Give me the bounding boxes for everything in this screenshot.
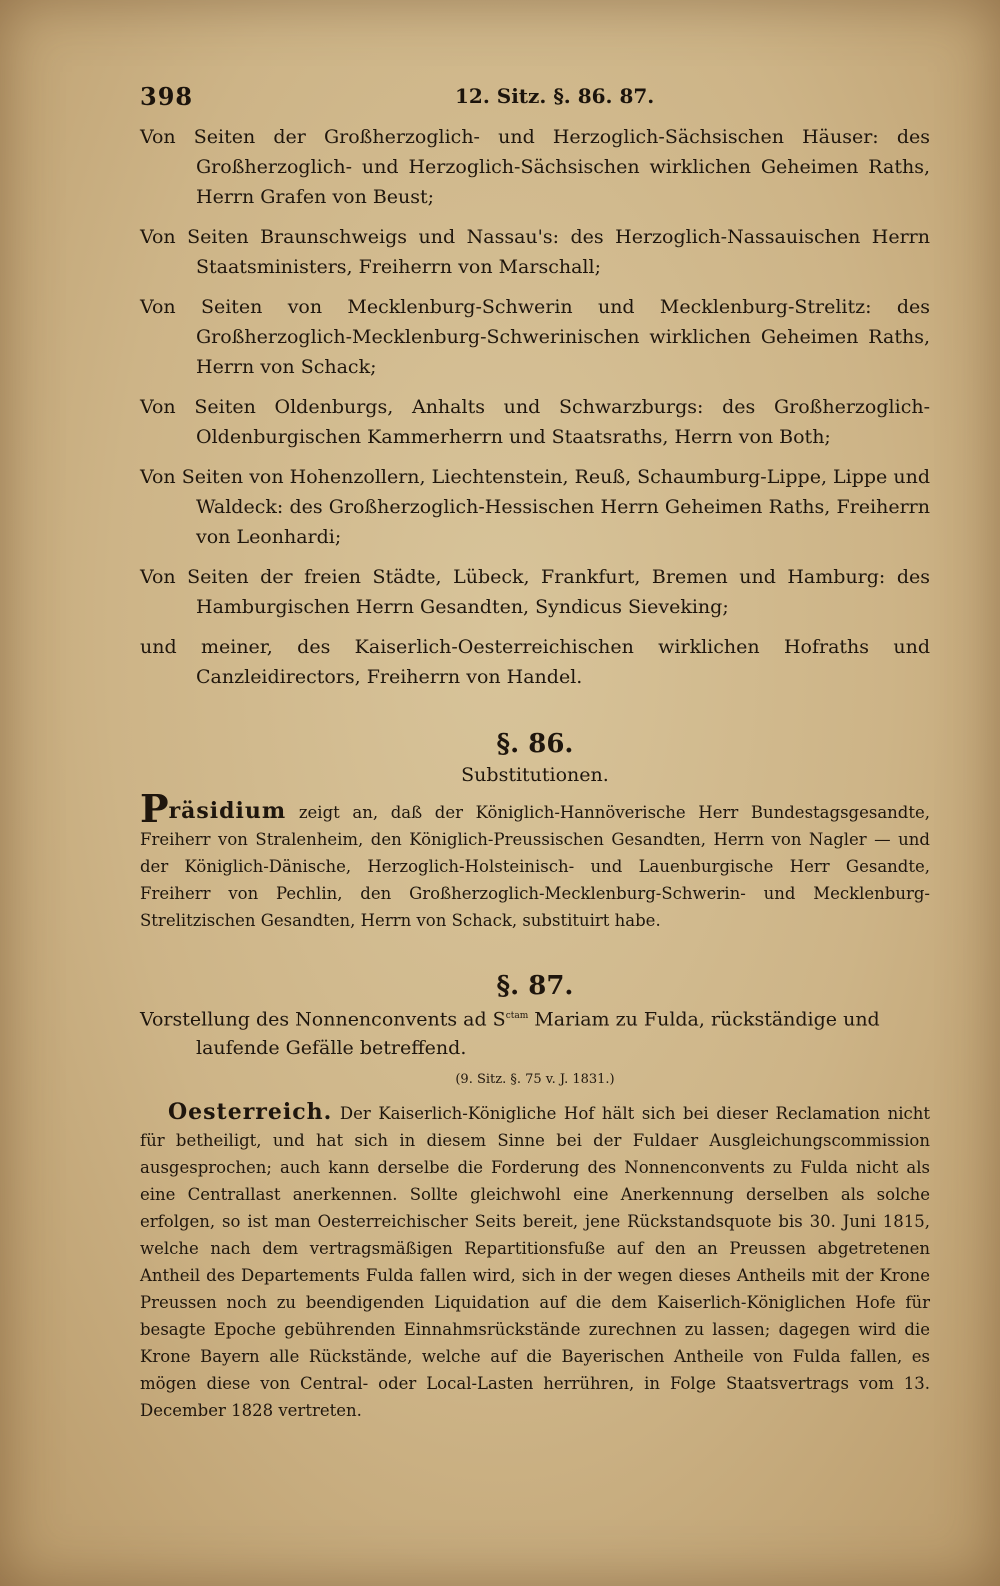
section-87-title-post: Mariam zu Fulda, rückständige und laufende Gefälle betreffend. [196,1008,880,1060]
section-87-title-pre: Vorstellung des Nonnenconvents ad S [140,1008,506,1031]
page-body [140,122,930,1424]
drop-cap: P [140,786,169,831]
section-87-reference: (9. Sitz. §. 75 v. J. 1831.) [455,1072,615,1088]
entry-free-cities: Von Seiten der freien Städte, Lübeck, Frankfurt, Bremen und Hamburg: des Hamburgischen Herrn Gesandten, Syndicus Sieveking; [140,566,930,618]
entry-oldenburg: Von Seiten Oldenburgs, Anhalts und Schwarzburgs: des Großherzoglich-Oldenburgischen Kammerherrn und Staatsraths, Herrn von Both; [140,396,930,448]
section-87-lead: Oesterreich. [168,1099,333,1126]
page-number: 398 [140,82,194,111]
section-86-lead: räsidium [168,798,287,824]
section-87-text: Der Kaiserlich-Königliche Hof hält sich bei dieser Reclamation nicht für betheiligt, und hat sich in diesem Sinne bei der Fuldaer Ausgleichungscommission ausgesprochen; auch kann derselbe die Forderung des Nonnenconvents zu Fulda nicht als eine Centrallast anerkennen. Sollte gleichwohl eine Anerkennung derselben als solche erfolgen, so ist man Oesterreichischer Seits bereit, jene Rückstandsquote bis 30. Juni 1815, welche nach dem vertragsmäßigen Repartitionsfuße auf den an Preussen abgetretenen Antheil des Departements Fulda fallen wird, sich in der wegen dieses Antheils mit der Krone Preussen noch zu beendigenden Liquidation auf die dem Kaiserlich-Königlichen Hofe für besagte Epoche gebührenden Einnahmsrückstände zurechnen zu lassen; dagegen wird die Krone Bayern alle Rückstände, welche auf die Bayerischen Antheile von Fulda fallen, es mögen diese von Central- oder Local-Lasten herrühren, in Folge Staatsvertrags vom 13. December 1828 vertreten. [140,1104,930,1421]
section-86-text: zeigt an, daß der Königlich-Hannöverische Herr Bundestagsgesandte, Freiherr von Stralenheim, den Königlich-Preussischen Gesandten, Herrn von Nagler — und der Königlich-Dänische, Herzoglich-Holsteinisch- und Lauenburgische Herr Gesandte, Freiherr von Pechlin, den Großherzoglich-Mecklenburg-Schwerin- und Mecklenburg-Strelitzischen Gesandten, Herrn von Schack, substituirt habe. [140,803,930,930]
section-86-title: Substitutionen. [461,764,609,786]
entry-saxon-houses: Von Seiten der Großherzoglich- und Herzoglich-Sächsischen Häuser: des Großherzoglich- und Herzoglich-Sächsischen wirklichen Geheimen Raths, Herrn Grafen von Beust; [140,126,930,208]
section-87-title [140,1002,930,1063]
section-86-paragraph [140,786,930,934]
entry-signatory: und meiner, des Kaiserlich-Oesterreichischen wirklichen Hofraths und Canzleidirectors, Freiherrn von Handel. [140,636,930,688]
section-87-paragraph [140,1099,930,1424]
entry-mecklenburg: Von Seiten von Mecklenburg-Schwerin und Mecklenburg-Strelitz: des Großherzoglich-Mecklenburg-Schwerinischen wirklichen Geheimen Raths, Herrn von Schack; [140,296,930,378]
page-header [140,82,930,116]
section-87-number: §. 87. [496,971,574,1001]
entry-braunschweig-nassau: Von Seiten Braunschweigs und Nassau's: des Herzoglich-Nassauischen Herrn Staatsministers, Freiherrn von Marschall; [140,226,930,278]
entry-hohenzollern: Von Seiten von Hohenzollern, Liechtenstein, Reuß, Schaumburg-Lippe, Lippe und Waldeck: des Großherzoglich-Hessischen Herrn Geheimen Raths, Freiherrn von Leonhardi; [140,466,930,548]
running-head: 12. Sitz. §. 86. 87. [455,84,655,108]
section-86-number: §. 86. [496,729,574,759]
section-87-title-sup: ctam [505,1011,529,1021]
